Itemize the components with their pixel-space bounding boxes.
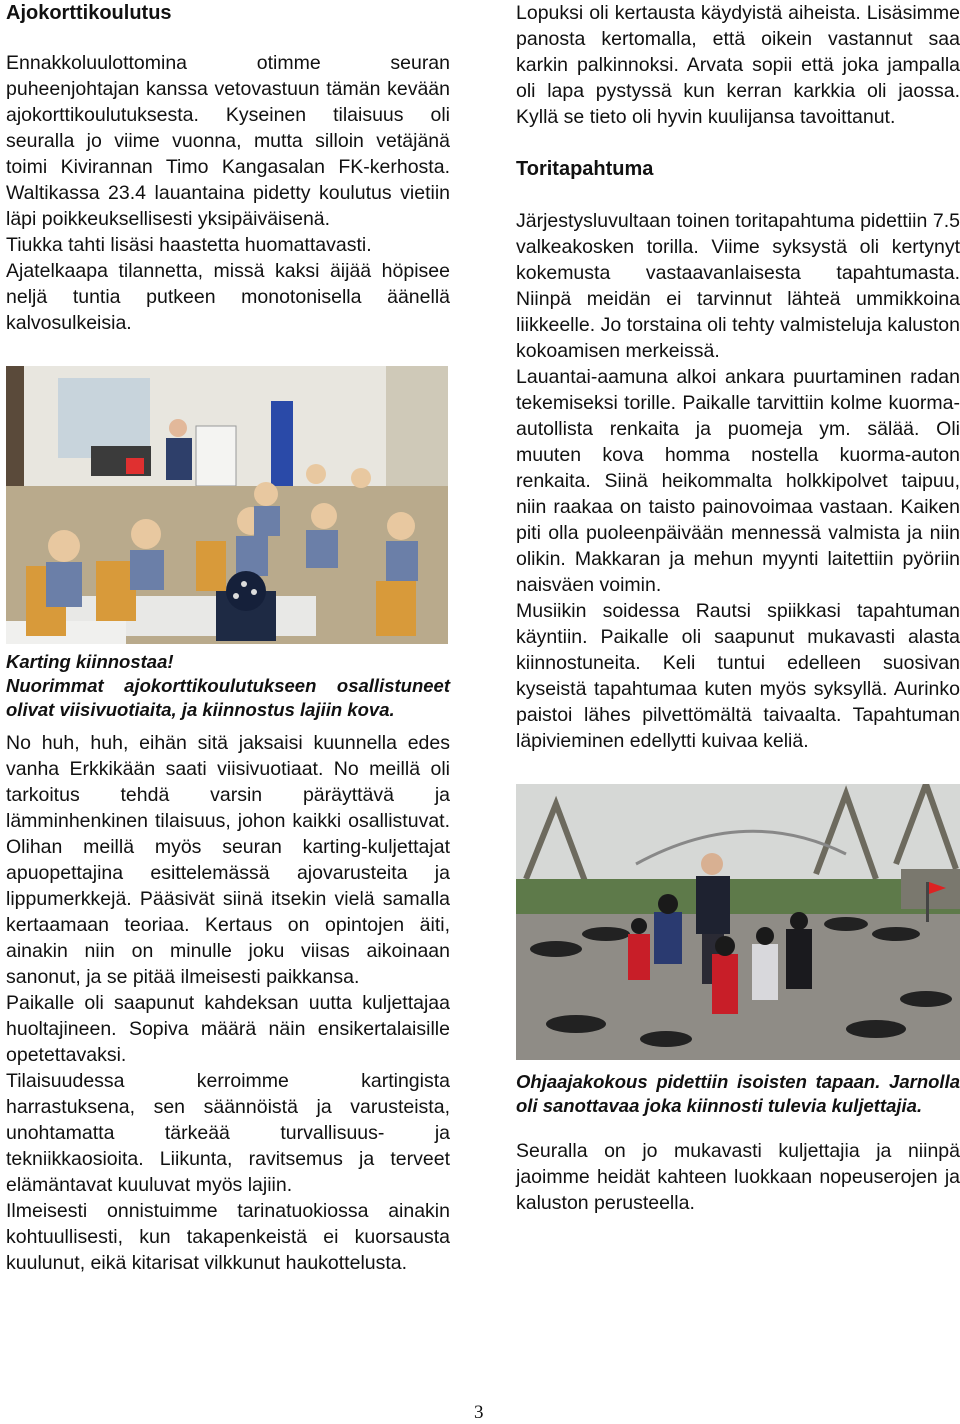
paragraph: Paikalle oli saapunut kahdeksan uutta kuljettajaa huoltajineen. Sopiva määrä näin ensikertalaisille opetettavaksi. [6, 992, 450, 1066]
classroom-photo [6, 366, 448, 644]
paragraph: Lopuksi oli kertausta käydyistä aiheista. Lisäsimme panosta kertomalla, että oikein vastannut saa karkin palkinnoksi. Arvata sopii että joka jampalla oli lapa pystyssä kun kerran karkkia oli jaossa. Kyllä se tieto oli hyvin kuulijansa tavoittanut. [516, 2, 960, 128]
paragraph: Ajatelkaapa tilannetta, missä kaksi äijää höpisee neljä tuntia putkeen monotonisella äänellä kalvosulkeisia. [6, 260, 450, 334]
section-heading-ajokorttikoulutus: Ajokorttikoulutus [6, 2, 172, 24]
photo-caption: Ohjaajakokous pidettiin isoisten tapaan. Jarnolla oli sanottavaa joka kiinnosti tulevia kuljettajia. [516, 1071, 960, 1116]
left-column [6, 0, 450, 1276]
right-column [516, 0, 960, 1216]
paragraph: Tilaisuudessa kerroimme kartingista harrastuksena, sen säännöistä ja varusteista, unohtamatta tärkeää turvallisuus- ja tekniikkaosioita. Liikunta, ravitsemus ja terveet elämäntavat kuuluvat myös lajiin. [6, 1070, 450, 1196]
paragraph: Lauantai-aamuna alkoi ankara puurtaminen radan tekemiseksi torille. Paikalle tarvittiin kolme kuorma-autollista renkaita ja puomeja ym. sälää. Oli muuten kova homma nostella kuorma-auton renkaita. Siinä heikommalta holkkipolvet taipuu, niin raakaa on taisto painovoimaa vastaan. Kaiken piti olla puoleenpäivään mennessä valmista ja niin olikin. Makkaran ja mehun myynti laitettiin pyöriin naisväen voimin. [516, 366, 960, 596]
paragraph: Ilmeisesti onnistuimme tarinatuokiossa ainakin kohtuullisesti, kun takapenkeistä ei kuorsausta kuulunut, eikä kitarisat vilkkunut haukottelusta. [6, 1200, 450, 1274]
photo-caption-text: Nuorimmat ajokorttikoulutukseen osallistuneet olivat viisivuotiaita, ja kiinnostus lajiin kova. [6, 675, 450, 720]
section-heading-toritapahtuma: Toritapahtuma [516, 158, 654, 180]
page-number: 3 [474, 1402, 484, 1423]
paragraph: Ennakkoluulottomina otimme seuran puheenjohtajan kanssa vetovastuun tämän kevään ajokorttikoulutuksesta. Kyseinen tilaisuus oli seuralla jo viime vuonna, mutta silloin vetäjänä toimi Kivirannan Timo Kangasalan FK-kerhosta. Waltikassa 23.4 lauantaina pidetty koulutus vietiin läpi poikkeuksellisesti yksipäiväisenä. [6, 52, 450, 230]
paragraph: No huh, huh, eihän sitä jaksaisi kuunnella edes vanha Erkkikään saati viisivuotiaat. No meillä oli tarkoitus tehdä varsin päräyttävä ja lämminhenkinen tilaisuus, johon kaikki osallistuvat. Olihan meillä myös seuran karting-kuljettajat apuopettajina esittelemässä ajovarusteita ja lippumerkkejä. Pääsivät siinä itsekin vielä samalla kertaamaan teoriaa. Kertaus on opintojen äiti, ainakin niin on minulle joku viisas aikoinaan sanonut, ja se pitää ilmeisesti paikkansa. [6, 732, 450, 988]
paragraph: Tiukka tahti lisäsi haastetta huomattavasti. [6, 234, 372, 256]
paragraph: Järjestysluvultaan toinen toritapahtuma pidettiin 7.5 valkeakosken torilla. Viime syksystä oli kertynyt kokemusta vastaavanlaisesta tapahtumasta. Niinpä meidän ei tarvinnut lähteä ummikkoina liikkeelle. Jo torstaina oli tehty valmisteluja kaluston kokoamisen merkeissä. [516, 210, 960, 362]
paragraph: Seuralla on jo mukavasti kuljettajia ja niinpä jaoimme heidät kahteen luokkaan nopeuserojen ja kaluston perusteella. [516, 1140, 960, 1214]
paragraph: Musiikin soidessa Rautsi spiikkasi tapahtuman käyntiin. Paikalle oli saapunut mukavasti alasta kiinnostuneita. Keli tuntui edelleen suosivan kyseistä tapahtumaa kuten myös syksyllä. Aurinko paistoi lähes pilvettömältä taivaalta. Tapahtuman läpivieminen edellytti kuivaa keliä. [516, 600, 960, 752]
outdoor-meeting-photo [516, 784, 960, 1060]
photo-caption-title: Karting kiinnostaa! [6, 651, 174, 672]
